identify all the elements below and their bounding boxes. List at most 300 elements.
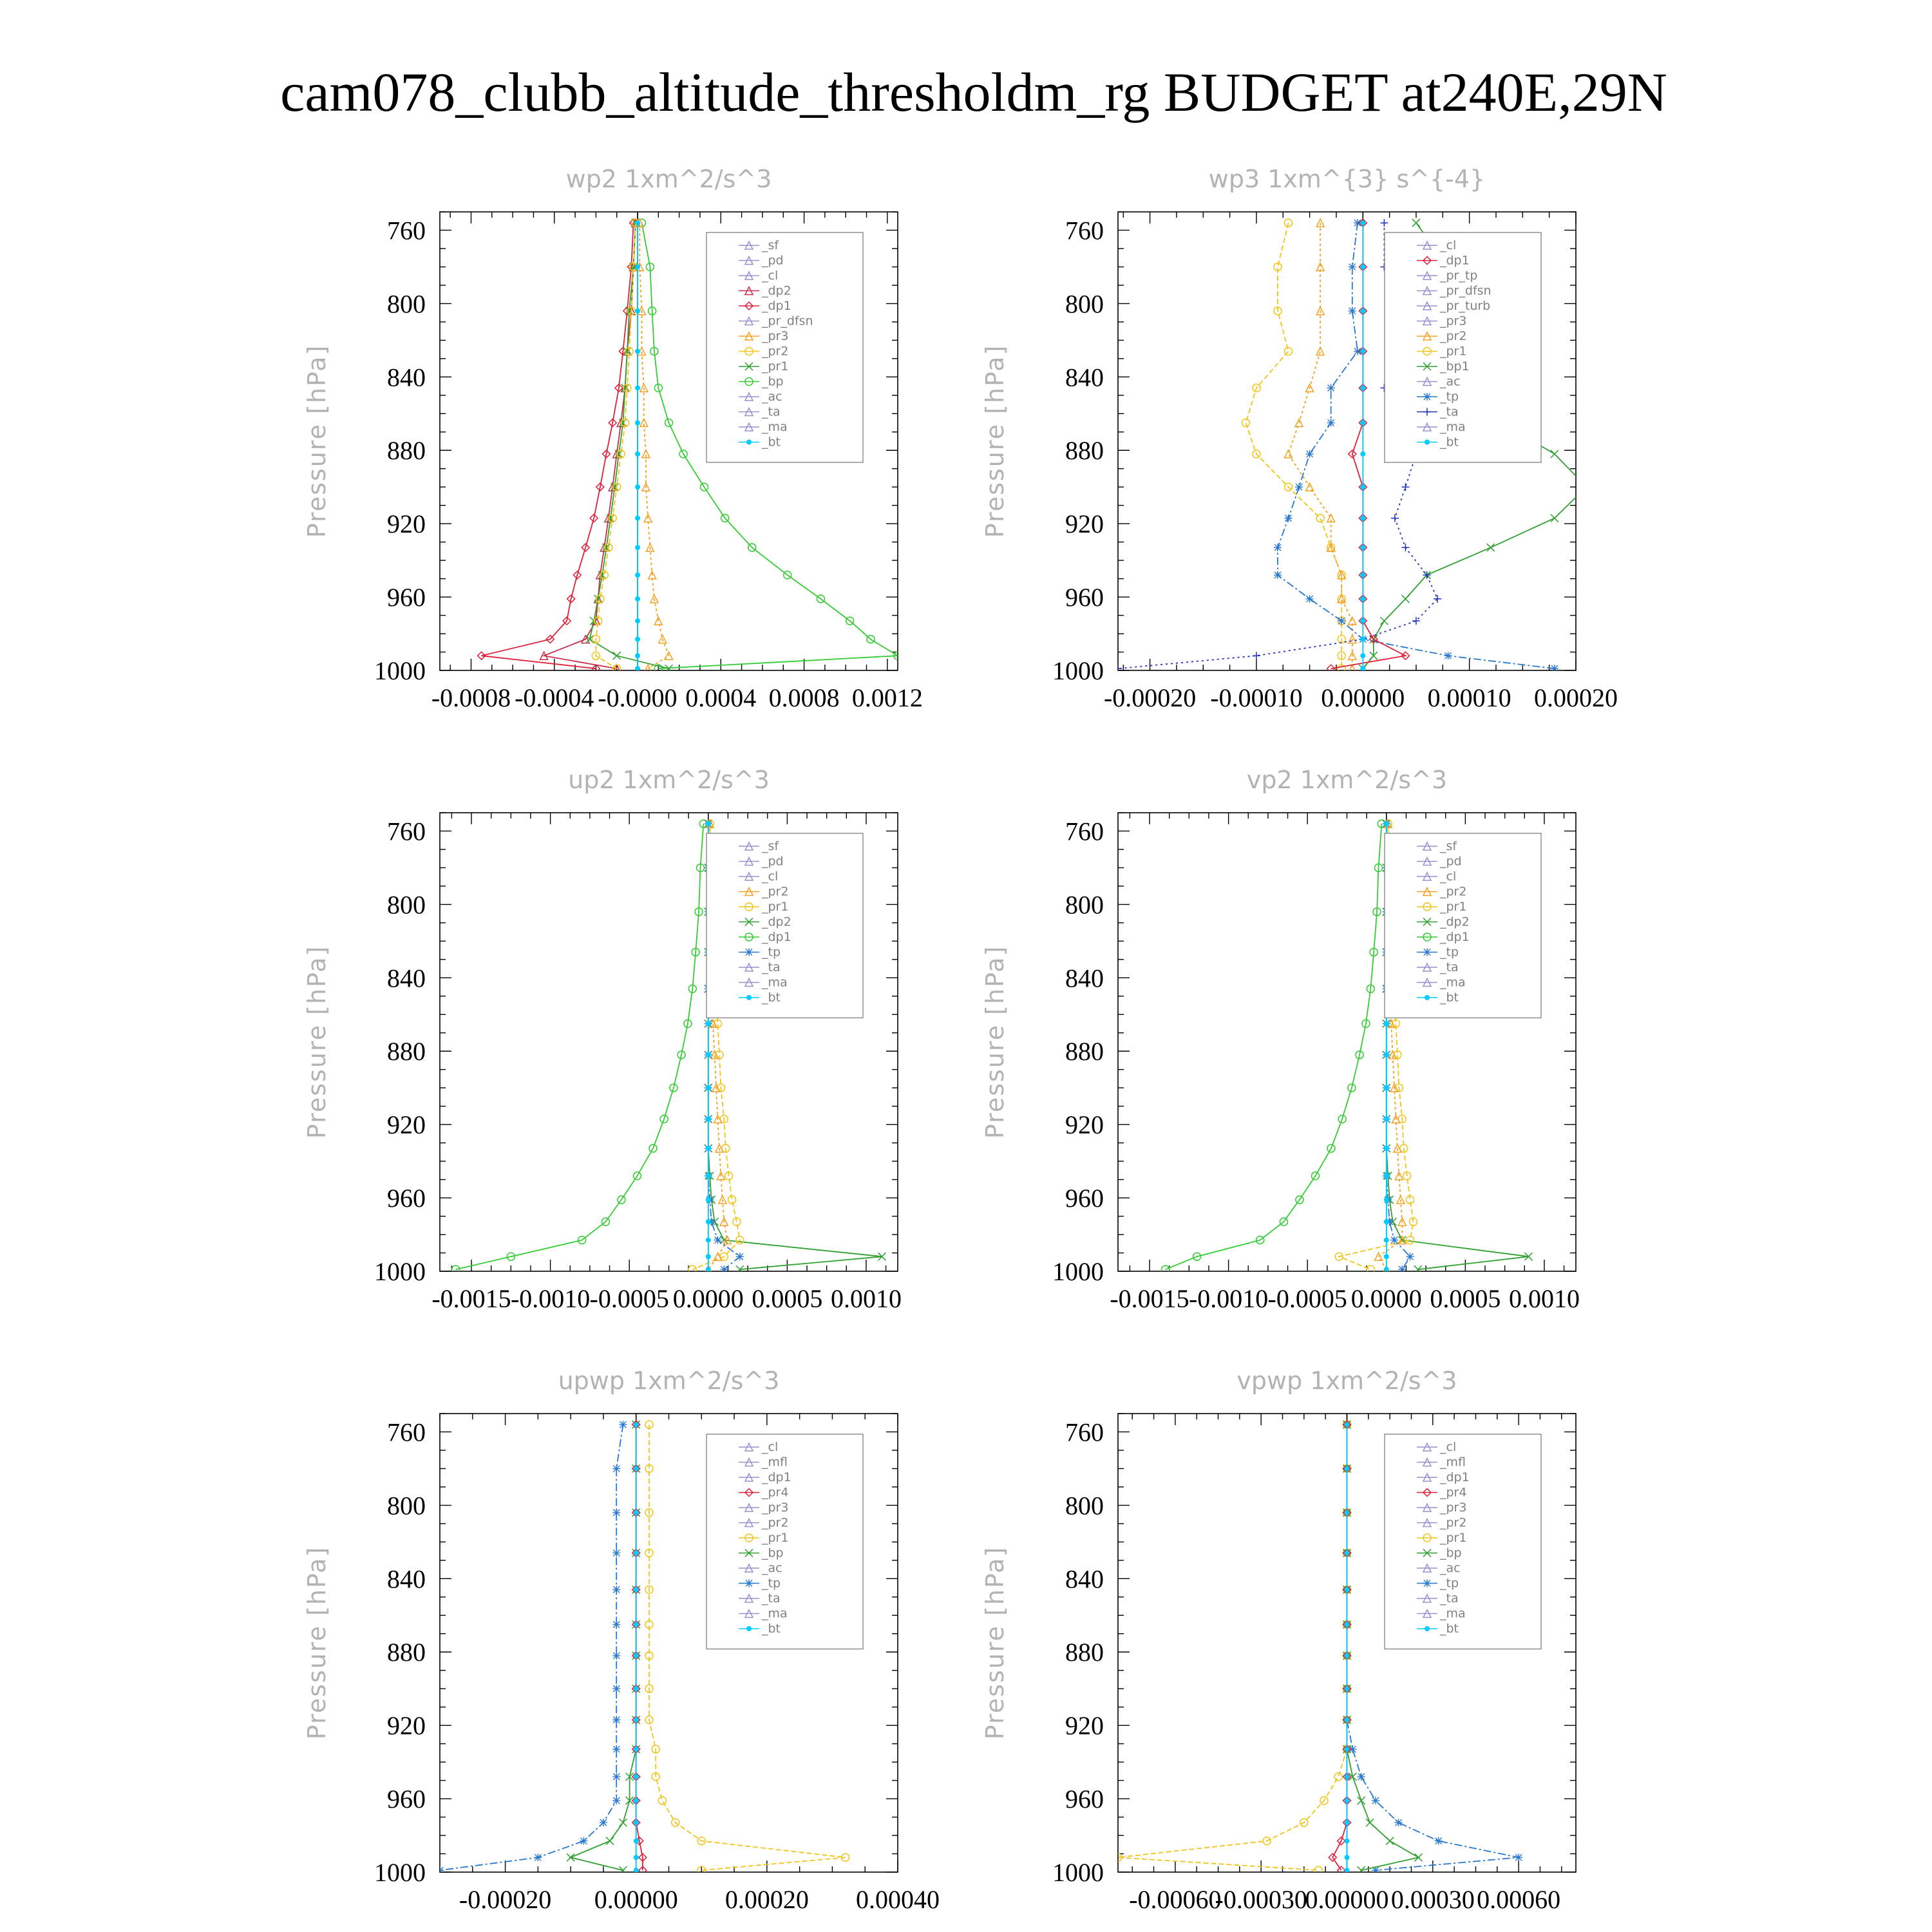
- series-marker: [635, 421, 640, 426]
- series-marker: [1360, 451, 1365, 457]
- series-marker: [634, 1839, 639, 1844]
- y-tick-label: 880: [1065, 1037, 1104, 1066]
- legend-entry: _ma: [1440, 975, 1466, 990]
- series-marker: [1358, 1797, 1365, 1804]
- x-tick-label: -0.00020: [459, 1885, 552, 1914]
- series-line-_dp2: [544, 223, 636, 668]
- legend-entry: _pr3: [1440, 314, 1467, 328]
- legend-entry: _pr3: [762, 329, 789, 343]
- series-marker: [634, 1868, 639, 1873]
- series-marker: [567, 1853, 574, 1861]
- series-marker: [1285, 219, 1293, 227]
- y-tick-label: 920: [387, 1711, 426, 1741]
- series-marker: [1360, 545, 1365, 550]
- series-marker: [1384, 1085, 1389, 1090]
- series-marker: [612, 1773, 620, 1781]
- series-marker: [1114, 665, 1122, 672]
- series-marker: [1384, 1146, 1389, 1151]
- legend-entry: _pr_dfsn: [762, 314, 813, 328]
- legend-entry: _pr_turb: [1440, 299, 1491, 313]
- legend-entry: _pr4: [1440, 1485, 1467, 1500]
- series-line-_dp1: [482, 223, 634, 668]
- legend-entry: _ma: [762, 1606, 788, 1621]
- legend-entry: _bp: [1440, 1546, 1462, 1560]
- series-marker: [1360, 385, 1365, 390]
- series-marker: [1384, 1173, 1389, 1179]
- x-tick-label: -0.0015: [1110, 1284, 1189, 1313]
- legend-entry: _cl: [762, 869, 779, 884]
- series-marker: [1345, 1798, 1350, 1803]
- y-axis-label: Pressure [hPa]: [303, 344, 331, 538]
- series-line-_pr2: [1289, 223, 1352, 668]
- y-tick-label: 840: [1065, 963, 1104, 993]
- series-marker: [1345, 1686, 1350, 1691]
- y-tick-label: 800: [387, 289, 426, 319]
- y-axis-label: Pressure [hPa]: [981, 1546, 1009, 1740]
- y-axis-label: Pressure [hPa]: [303, 945, 331, 1139]
- legend-entry: _bt: [1440, 435, 1459, 450]
- series-marker: [688, 1265, 696, 1273]
- x-tick-label: 0.0000: [672, 1284, 744, 1313]
- series-marker: [612, 1685, 620, 1692]
- x-tick-label: 0.00030: [1390, 1885, 1475, 1914]
- y-tick-label: 880: [1065, 1638, 1104, 1667]
- y-tick-label: 880: [1065, 436, 1104, 466]
- series-marker: [1444, 652, 1452, 659]
- x-tick-label: 0.00020: [724, 1885, 809, 1914]
- series-marker: [1345, 1868, 1350, 1873]
- legend-entry: _ma: [762, 975, 788, 990]
- panel-title: upwp 1xm^2/s^3: [558, 1367, 780, 1395]
- series-marker: [635, 618, 640, 623]
- series-marker: [612, 1621, 620, 1629]
- series-marker: [600, 1819, 607, 1826]
- legend-entry: _pd: [762, 253, 784, 268]
- series-marker: [612, 1652, 620, 1660]
- series-marker: [1487, 544, 1495, 551]
- legend-entry: _bt: [1440, 1622, 1459, 1636]
- legend-entry: _bt: [762, 435, 781, 450]
- legend-entry: _pr4: [762, 1485, 789, 1500]
- x-tick-label: -0.00010: [1210, 683, 1303, 712]
- series-marker: [1391, 515, 1399, 522]
- x-tick-label: 0.0012: [851, 683, 923, 712]
- x-tick-label: 0.0010: [1508, 1284, 1580, 1313]
- series-marker: [706, 1197, 711, 1202]
- x-tick-label: 0.00060: [1477, 1885, 1561, 1914]
- panel-title: vp2 1xm^2/s^3: [1246, 766, 1448, 794]
- x-tick-label: -0.00030: [1215, 1885, 1307, 1914]
- series-marker: [612, 1464, 620, 1472]
- series-marker: [635, 264, 640, 269]
- series-line-_dp1: [1166, 824, 1382, 1269]
- series-marker: [1415, 1853, 1423, 1861]
- series-marker: [658, 1797, 666, 1804]
- series-line-_dp1: [456, 824, 704, 1269]
- series-marker: [1354, 347, 1361, 355]
- series-marker: [635, 596, 640, 601]
- series-marker: [1384, 1021, 1389, 1027]
- legend-entry: _ac: [762, 390, 782, 404]
- x-tick-label: -0.00060: [1129, 1885, 1222, 1914]
- series-marker: [1434, 595, 1441, 603]
- series-marker: [1354, 219, 1361, 227]
- series-marker: [1345, 1747, 1350, 1752]
- series-marker: [1360, 666, 1365, 671]
- series-marker: [1358, 1773, 1365, 1781]
- series-marker: [635, 385, 640, 390]
- legend-entry: _ma: [1440, 420, 1466, 434]
- series-marker: [1515, 1853, 1522, 1861]
- series-marker: [1384, 1117, 1389, 1122]
- legend-entry: _pd: [1440, 854, 1462, 869]
- series-marker: [635, 308, 640, 314]
- legend-entry: _ta: [762, 1591, 781, 1605]
- panel-title: wp2 1xm^2/s^3: [565, 165, 772, 193]
- legend-entry: _pr_dfsn: [1440, 283, 1492, 298]
- series-marker: [1345, 1622, 1350, 1627]
- x-tick-label: -0.0015: [431, 1284, 511, 1313]
- legend-entry: _pr1: [1440, 900, 1467, 914]
- series-marker: [1285, 347, 1293, 355]
- legend-entry: _dp2: [762, 283, 791, 298]
- series-marker: [612, 1797, 620, 1804]
- x-tick-label: -0.0010: [510, 1284, 591, 1313]
- series-marker: [1345, 1839, 1350, 1844]
- y-tick-label: 920: [1065, 1110, 1104, 1140]
- series-marker: [1345, 1718, 1350, 1723]
- series-marker: [736, 1253, 744, 1260]
- x-tick-label: 0.00020: [1534, 683, 1618, 712]
- y-tick-label: 880: [387, 1638, 426, 1667]
- series-marker: [580, 1837, 587, 1845]
- x-tick-label: -0.0005: [1267, 1284, 1347, 1313]
- x-tick-label: 0.0004: [685, 683, 757, 712]
- y-tick-label: 800: [1065, 289, 1104, 319]
- series-marker: [1583, 483, 1591, 491]
- legend-entry: _ma: [1440, 1606, 1466, 1621]
- series-marker: [1345, 1855, 1350, 1860]
- y-tick-label: 880: [387, 1037, 426, 1066]
- series-marker: [1345, 1422, 1350, 1427]
- series-marker: [1349, 307, 1356, 315]
- series-marker: [1435, 1837, 1443, 1845]
- legend-entry: _ac: [1440, 1561, 1461, 1575]
- series-marker: [1360, 596, 1365, 601]
- legend-entry: _pr1: [1440, 1531, 1467, 1545]
- series-marker: [1384, 1267, 1389, 1272]
- figure-title: cam078_clubb_altitude_thresholdm_rg BUDGET at240E,29N: [280, 61, 1667, 123]
- legend-entry: _pr2: [1440, 1515, 1467, 1530]
- series-marker: [1384, 1254, 1389, 1259]
- x-tick-label: -0.0004: [515, 683, 594, 712]
- x-tick-label: 0.00000: [594, 1885, 678, 1914]
- series-marker: [1384, 821, 1389, 826]
- series-marker: [1345, 1653, 1350, 1658]
- x-tick-label: 0.0005: [1430, 1284, 1501, 1313]
- series-marker: [745, 1580, 753, 1587]
- legend-entry: _pr2: [762, 344, 789, 359]
- legend-entry: _mfl: [1440, 1455, 1466, 1470]
- legend-entry: _pd: [762, 854, 784, 869]
- y-axis-label: Pressure [hPa]: [981, 344, 1009, 538]
- y-tick-label: 1000: [1052, 656, 1104, 685]
- series-marker: [634, 1422, 639, 1427]
- series-marker: [746, 440, 752, 445]
- series-line-_tp: [440, 1425, 623, 1870]
- y-tick-label: 800: [1065, 890, 1104, 920]
- series-marker: [1423, 949, 1431, 956]
- y-axis-label: Pressure [hPa]: [303, 1546, 331, 1740]
- series-marker: [1360, 637, 1365, 642]
- series-marker: [1394, 1819, 1402, 1826]
- series-marker: [746, 1626, 752, 1631]
- series-marker: [1253, 652, 1260, 659]
- y-tick-label: 760: [1065, 817, 1104, 846]
- series-marker: [1345, 1510, 1350, 1515]
- legend-entry: _dp1: [762, 299, 791, 313]
- series-marker: [634, 1820, 639, 1825]
- legend-entry: _pr1: [762, 1531, 789, 1545]
- series-marker: [1386, 1837, 1394, 1845]
- series-marker: [1345, 1466, 1350, 1471]
- series-marker: [1360, 618, 1365, 623]
- series-marker: [1360, 308, 1365, 314]
- series-marker: [1345, 1587, 1350, 1592]
- legend-entry: _pr3: [762, 1501, 789, 1515]
- series-marker: [634, 1510, 639, 1515]
- legend-entry: _sf: [762, 238, 779, 252]
- y-tick-label: 920: [387, 1110, 426, 1140]
- y-tick-label: 760: [1065, 216, 1104, 245]
- y-tick-label: 1000: [1052, 1257, 1104, 1286]
- legend-entry: _dp1: [1440, 253, 1470, 268]
- series-marker: [612, 1745, 620, 1753]
- x-tick-label: 0.00000: [1321, 683, 1405, 712]
- series-marker: [706, 821, 711, 826]
- y-tick-label: 1000: [1052, 1858, 1104, 1887]
- legend-entry: _ta: [1440, 404, 1459, 419]
- series-marker: [634, 1653, 639, 1658]
- series-marker: [706, 1267, 711, 1272]
- series-marker: [1360, 421, 1365, 426]
- legend-entry: _ma: [762, 420, 788, 434]
- y-tick-label: 760: [387, 216, 426, 245]
- legend-entry: _cl: [1440, 238, 1457, 252]
- legend-entry: _dp1: [1440, 930, 1470, 944]
- series-marker: [706, 1117, 711, 1122]
- legend-entry: _tp: [1440, 1576, 1459, 1591]
- series-marker: [612, 1509, 620, 1517]
- series-marker: [1380, 219, 1388, 227]
- x-tick-label: 0.00010: [1427, 683, 1511, 712]
- series-marker: [635, 573, 640, 578]
- legend-entry: _sf: [1440, 839, 1457, 853]
- y-axis-label: Pressure [hPa]: [981, 945, 1009, 1139]
- series-marker: [1380, 617, 1388, 625]
- series-marker: [1425, 440, 1430, 445]
- legend-entry: _dp1: [1440, 1470, 1470, 1484]
- series-marker: [1360, 573, 1365, 578]
- legend-entry: _sf: [762, 839, 779, 853]
- legend-entry: _ta: [762, 404, 781, 419]
- x-tick-label: 0.0010: [830, 1284, 902, 1313]
- y-tick-label: 920: [387, 509, 426, 539]
- series-marker: [634, 1622, 639, 1627]
- series-marker: [1349, 263, 1356, 270]
- y-tick-label: 920: [1065, 1711, 1104, 1741]
- x-tick-label: -0.0010: [1188, 1284, 1269, 1313]
- series-marker: [1401, 483, 1409, 491]
- panel-title: vpwp 1xm^2/s^3: [1236, 1367, 1457, 1395]
- series-marker: [634, 1798, 639, 1803]
- legend-entry: _ta: [1440, 1591, 1459, 1605]
- legend-entry: _tp: [1440, 390, 1459, 404]
- series-marker: [714, 1236, 722, 1244]
- legend-entry: _bp: [762, 374, 784, 389]
- legend-entry: _pr2: [762, 884, 789, 899]
- legend-entry: _pr_tp: [1440, 269, 1478, 283]
- x-tick-label: -0.0005: [589, 1284, 669, 1313]
- legend-entry: _mfl: [762, 1455, 788, 1470]
- legend-entry: _bp: [762, 1546, 784, 1560]
- series-marker: [634, 1550, 639, 1555]
- y-tick-label: 1000: [374, 1858, 426, 1887]
- legend-entry: _cl: [762, 269, 779, 283]
- y-tick-label: 760: [387, 1417, 426, 1447]
- series-marker: [706, 1219, 711, 1224]
- panel-up2: [303, 766, 902, 1313]
- y-tick-label: 840: [387, 963, 426, 993]
- series-line-_pr4: [1332, 1425, 1347, 1870]
- legend-entry: _pr1: [1440, 344, 1467, 359]
- series-marker: [635, 348, 640, 354]
- panel-upwp: [303, 1367, 940, 1914]
- series-marker: [1345, 1550, 1350, 1555]
- series-marker: [706, 1146, 711, 1151]
- legend-entry: _dp1: [762, 930, 791, 944]
- legend-entry: _pr1: [762, 359, 789, 374]
- legend-entry: _tp: [762, 945, 781, 960]
- y-tick-label: 920: [1065, 509, 1104, 539]
- series-marker: [635, 451, 640, 457]
- y-tick-label: 960: [387, 583, 426, 612]
- series-marker: [706, 1021, 711, 1027]
- series-marker: [1345, 1774, 1350, 1779]
- x-tick-label: -0.0000: [598, 683, 677, 712]
- legend-entry: _ac: [762, 1561, 782, 1575]
- legend-entry: _tp: [762, 1576, 781, 1591]
- series-marker: [1384, 1238, 1389, 1243]
- legend-entry: _dp1: [762, 1470, 791, 1484]
- series-marker: [746, 995, 752, 1000]
- legend-entry: _dp2: [762, 914, 791, 929]
- series-marker: [436, 1866, 444, 1874]
- series-marker: [1327, 419, 1335, 427]
- series-marker: [613, 652, 621, 659]
- y-tick-label: 840: [387, 1564, 426, 1594]
- series-line-_pr3: [639, 223, 668, 668]
- series-marker: [1384, 1052, 1389, 1057]
- series-marker: [634, 1747, 639, 1752]
- series-marker: [1398, 1265, 1406, 1273]
- legend-entry: _pr3: [1440, 1501, 1467, 1515]
- series-marker: [1551, 450, 1558, 458]
- series-marker: [635, 666, 640, 671]
- y-tick-label: 960: [1065, 583, 1104, 612]
- panel-vpwp: [981, 1367, 1576, 1914]
- series-marker: [1162, 1265, 1170, 1273]
- series-marker: [634, 1718, 639, 1723]
- series-marker: [720, 1265, 728, 1273]
- series-marker: [1360, 220, 1365, 225]
- series-marker: [1306, 595, 1314, 603]
- series-marker: [1551, 515, 1558, 522]
- x-tick-label: 0.00040: [856, 1885, 940, 1914]
- series-marker: [612, 1586, 620, 1593]
- y-tick-label: 840: [1065, 1564, 1104, 1594]
- series-marker: [612, 1549, 620, 1557]
- series-marker: [1360, 264, 1365, 269]
- y-tick-label: 1000: [374, 1257, 426, 1286]
- y-tick-label: 960: [387, 1785, 426, 1814]
- legend-entry: _ta: [762, 960, 781, 974]
- series-marker: [1338, 617, 1345, 625]
- series-marker: [1360, 348, 1365, 354]
- series-marker: [1242, 419, 1249, 427]
- series-marker: [1360, 484, 1365, 489]
- y-tick-label: 880: [387, 436, 426, 466]
- panel-vp2: [981, 766, 1580, 1313]
- series-marker: [1384, 1219, 1389, 1224]
- series-marker: [1360, 653, 1365, 658]
- series-marker: [634, 1774, 639, 1779]
- series-marker: [1334, 1773, 1342, 1781]
- legend-entry: _cl: [1440, 869, 1457, 884]
- series-marker: [706, 1254, 711, 1259]
- legend-entry: _pr2: [1440, 329, 1467, 343]
- series-marker: [534, 1853, 542, 1861]
- legend-entry: _cl: [1440, 1440, 1457, 1454]
- series-marker: [619, 1866, 627, 1874]
- y-tick-label: 960: [1065, 1184, 1104, 1213]
- series-marker: [635, 653, 640, 658]
- legend-entry: _pr2: [762, 1515, 789, 1530]
- series-marker: [634, 1855, 639, 1860]
- series-marker: [745, 949, 753, 956]
- y-tick-label: 760: [387, 817, 426, 846]
- series-marker: [1423, 393, 1431, 401]
- series-marker: [619, 1819, 627, 1826]
- legend-entry: _cl: [762, 1440, 779, 1454]
- series-marker: [706, 1052, 711, 1057]
- legend-entry: _bt: [1440, 990, 1459, 1005]
- x-tick-label: 0.0008: [768, 683, 840, 712]
- panel-wp3: [981, 165, 1618, 712]
- panel-title: wp3 1xm^{3} s^{-4}: [1208, 165, 1486, 193]
- series-marker: [634, 1686, 639, 1691]
- series-marker: [1327, 384, 1335, 392]
- series-marker: [1274, 571, 1282, 579]
- y-tick-label: 960: [387, 1184, 426, 1213]
- series-marker: [1366, 1819, 1374, 1826]
- series-marker: [1423, 1580, 1431, 1587]
- y-tick-label: 960: [1065, 1785, 1104, 1814]
- series-marker: [1372, 1797, 1379, 1804]
- series-marker: [635, 516, 640, 521]
- series-marker: [1360, 516, 1365, 521]
- series-marker: [1316, 219, 1324, 227]
